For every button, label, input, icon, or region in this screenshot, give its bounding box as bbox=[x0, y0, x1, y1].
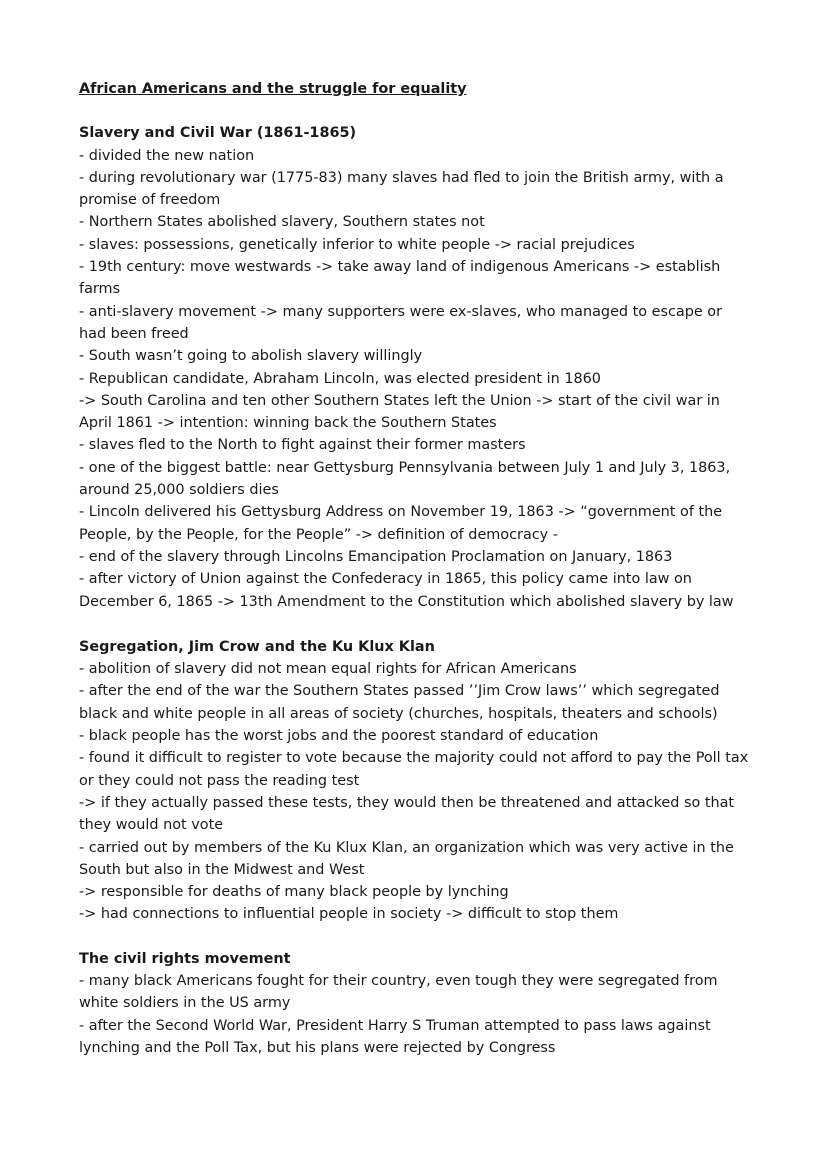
text-line: -> responsible for deaths of many black people by lynching bbox=[79, 884, 509, 901]
text-line: - during revolutionary war (1775-83) many slaves had fled to join the British army, with a promise of freedom bbox=[79, 169, 724, 209]
text-line: - anti-slavery movement -> many supporters were ex-slaves, who managed to escape or had been freed bbox=[79, 303, 723, 342]
text-line: - after victory of Union against the Confederacy in 1865, this policy came into law on December 6, 1865 -> 13th Amendment to the Constitution which abolished slavery by law bbox=[79, 571, 734, 610]
text-line: - slaves: possessions, genetically inferior to white people -> racial prejudices bbox=[79, 236, 635, 253]
text-line: - after the Second World War, President Harry S Truman attempted to pass laws against lynching and the Poll Tax, but his plans were rejected by Congress bbox=[79, 1017, 711, 1056]
text-line: - many black Americans fought for their country, even tough they were segregated from white soldiers in the US army bbox=[79, 972, 718, 1012]
section-lines bbox=[79, 658, 751, 926]
section-heading: Slavery and Civil War (1861-1865) bbox=[79, 125, 357, 142]
section-heading: The civil rights movement bbox=[79, 950, 291, 967]
section-segregation bbox=[79, 636, 751, 926]
text-line: -> if they actually passed these tests, they would then be threatened and attacked so that they would not vote bbox=[79, 794, 735, 834]
text-line: - South wasn’t going to abolish slavery willingly bbox=[79, 348, 423, 365]
text-line: - after the end of the war the Southern States passed ’’Jim Crow laws’’ which segregated black and white people in all areas of society (churches, hospitals, theaters and schools) bbox=[79, 683, 720, 722]
text-line: - Republican candidate, Abraham Lincoln, was elected president in 1860 bbox=[79, 370, 601, 387]
text-line: - divided the new nation bbox=[79, 147, 255, 164]
text-line: - found it difficult to register to vote because the majority could not afford to pay the Poll tax or they could not pass the reading test bbox=[79, 750, 749, 789]
document-body bbox=[79, 78, 751, 1059]
text-line: - carried out by members of the Ku Klux Klan, an organization which was very active in the South but also in the Midwest and West bbox=[79, 839, 734, 878]
text-line: - 19th century: move westwards -> take away land of indigenous Americans -> establish farms bbox=[79, 259, 721, 298]
text-line: - slaves fled to the North to fight against their former masters bbox=[79, 437, 526, 454]
text-line: -> South Carolina and ten other Southern States left the Union -> start of the civil war in April 1861 -> intention: winning back the Southern States bbox=[79, 392, 720, 432]
text-line: - end of the slavery through Lincolns Emancipation Proclamation on January, 1863 bbox=[79, 548, 673, 565]
section-civil-rights bbox=[79, 948, 751, 1059]
section-lines bbox=[79, 970, 751, 1059]
text-line: -> had connections to influential people in society -> difficult to stop them bbox=[79, 906, 619, 923]
section-lines bbox=[79, 145, 751, 613]
text-line: - Lincoln delivered his Gettysburg Address on November 19, 1863 -> “government of the People, by the People, for the People” -> definition of democracy - bbox=[79, 504, 723, 543]
text-line: - one of the biggest battle: near Gettysburg Pennsylvania between July 1 and July 3, 1863, around 25,000 soldiers dies bbox=[79, 459, 731, 499]
section-heading: Segregation, Jim Crow and the Ku Klux Klan bbox=[79, 638, 435, 655]
document-title: African Americans and the struggle for equality bbox=[79, 81, 467, 97]
text-line: - Northern States abolished slavery, Southern states not bbox=[79, 214, 485, 231]
text-line: - black people has the worst jobs and the poorest standard of education bbox=[79, 728, 599, 745]
text-line: - abolition of slavery did not mean equal rights for African Americans bbox=[79, 661, 577, 678]
section-slavery-civil-war bbox=[79, 122, 751, 613]
